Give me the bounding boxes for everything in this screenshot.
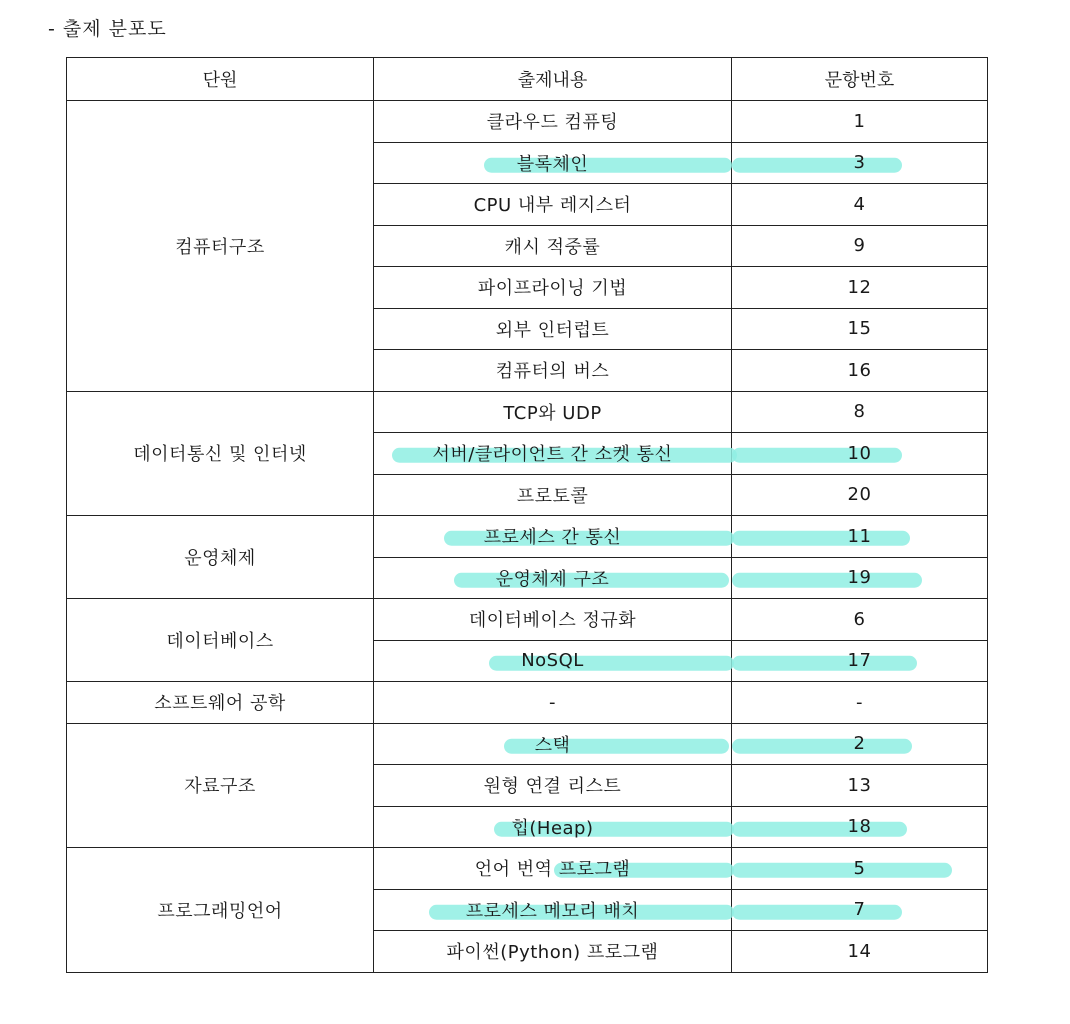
number-text: 19 <box>847 567 872 589</box>
content-text: CPU 내부 레지스터 <box>473 195 632 217</box>
header-number: 문항번호 <box>732 58 988 101</box>
number-cell <box>732 557 988 599</box>
content-cell <box>374 225 732 267</box>
number-text: 8 <box>853 401 866 423</box>
content-text: 프로세스 메모리 배치 <box>465 900 640 922</box>
content-text: 데이터베이스 정규화 <box>468 610 637 632</box>
number-text: 5 <box>853 857 866 879</box>
content-text: 스택 <box>534 734 571 756</box>
number-text: 6 <box>853 608 866 630</box>
content-cell <box>374 101 732 143</box>
content-text: 운영체제 구조 <box>495 568 610 590</box>
content-cell <box>374 765 732 807</box>
number-text: 12 <box>847 276 872 298</box>
table-header <box>67 58 988 101</box>
highlighter-mark <box>732 905 902 920</box>
number-text: 15 <box>847 318 872 340</box>
highlighter-mark <box>732 739 912 754</box>
content-text: 프로토콜 <box>516 485 589 507</box>
number-text: 18 <box>847 816 872 838</box>
content-cell <box>374 308 732 350</box>
content-cell <box>374 516 732 558</box>
content-cell <box>374 599 732 641</box>
number-cell <box>732 184 988 226</box>
number-cell <box>732 433 988 475</box>
content-text: 파이프라이닝 기법 <box>477 278 628 300</box>
number-text: 9 <box>853 235 866 257</box>
table-row <box>67 682 988 724</box>
header-content: 출제내용 <box>374 58 732 101</box>
unit-cell <box>67 682 374 724</box>
header-unit: 단원 <box>67 58 374 101</box>
number-text: 1 <box>853 110 866 132</box>
content-text: 외부 인터럽트 <box>495 319 610 341</box>
number-text: 11 <box>847 525 872 547</box>
content-text: 블록체인 <box>516 153 589 175</box>
table-row <box>67 101 988 143</box>
table-body <box>67 101 988 973</box>
unit-name: 운영체제 <box>184 548 256 569</box>
number-cell <box>732 640 988 682</box>
content-cell <box>374 433 732 475</box>
content-text: 서버/클라이언트 간 소켓 통신 <box>432 444 673 466</box>
content-text: NoSQL <box>521 650 584 672</box>
content-text: 언어 번역 프로그램 <box>474 859 631 881</box>
content-cell <box>374 184 732 226</box>
content-cell <box>374 848 732 890</box>
number-cell <box>732 889 988 931</box>
number-cell <box>732 682 988 724</box>
number-text: 3 <box>853 152 866 174</box>
table-row <box>67 391 988 433</box>
unit-name: 데이터통신 및 인터넷 <box>133 444 307 466</box>
unit-name: 컴퓨터구조 <box>175 236 265 258</box>
table-row <box>67 516 988 558</box>
content-text: TCP와 UDP <box>503 402 602 424</box>
number-text: 16 <box>847 359 872 381</box>
number-cell <box>732 931 988 973</box>
content-text: 프로세스 간 통신 <box>483 527 622 549</box>
unit-cell <box>67 723 374 848</box>
content-cell <box>374 640 732 682</box>
content-cell <box>374 391 732 433</box>
number-cell <box>732 350 988 392</box>
unit-cell <box>67 516 374 599</box>
table-row <box>67 848 988 890</box>
content-cell <box>374 682 732 724</box>
content-text: 클라우드 컴퓨팅 <box>486 112 619 134</box>
number-cell <box>732 225 988 267</box>
content-cell <box>374 806 732 848</box>
content-text: 파이썬(Python) 프로그램 <box>446 942 659 964</box>
header-row <box>67 58 988 101</box>
number-text: 7 <box>853 899 866 921</box>
number-text: 4 <box>853 193 866 215</box>
highlighter-mark <box>732 656 917 671</box>
number-text: 10 <box>847 442 872 464</box>
highlighter-mark <box>732 822 907 837</box>
unit-cell <box>67 848 374 973</box>
content-cell <box>374 723 732 765</box>
number-cell <box>732 848 988 890</box>
number-cell <box>732 267 988 309</box>
unit-cell <box>67 391 374 516</box>
content-cell <box>374 474 732 516</box>
number-cell <box>732 142 988 184</box>
content-cell <box>374 350 732 392</box>
content-text: 캐시 적중률 <box>504 236 601 258</box>
highlighter-mark <box>732 531 910 546</box>
content-cell <box>374 931 732 973</box>
number-cell <box>732 474 988 516</box>
content-cell <box>374 142 732 184</box>
content-text: - <box>549 691 556 713</box>
content-cell <box>374 557 732 599</box>
number-text: 13 <box>847 774 872 796</box>
section-heading: - 출제 분포도 <box>48 18 167 40</box>
number-cell <box>732 308 988 350</box>
exam-distribution-table <box>66 57 988 973</box>
number-text: 14 <box>847 940 872 962</box>
number-text: 2 <box>853 733 866 755</box>
highlighter-mark <box>732 448 902 463</box>
unit-name: 자료구조 <box>184 776 256 798</box>
content-text: 힙(Heap) <box>511 817 594 839</box>
highlighter-mark <box>732 573 922 588</box>
table-row <box>67 599 988 641</box>
unit-cell <box>67 101 374 392</box>
unit-name: 소프트웨어 공학 <box>154 693 286 715</box>
number-text: 20 <box>847 484 872 506</box>
number-cell <box>732 391 988 433</box>
number-cell <box>732 516 988 558</box>
number-cell <box>732 599 988 641</box>
number-text: - <box>856 691 863 713</box>
highlighter-mark <box>732 863 952 878</box>
number-cell <box>732 101 988 143</box>
content-cell <box>374 267 732 309</box>
content-text: 컴퓨터의 버스 <box>495 361 610 383</box>
number-cell <box>732 806 988 848</box>
unit-name: 데이터베이스 <box>166 631 274 652</box>
number-cell <box>732 765 988 807</box>
highlighter-mark <box>732 158 902 173</box>
table-row <box>67 723 988 765</box>
number-cell <box>732 723 988 765</box>
content-text: 원형 연결 리스트 <box>483 776 622 798</box>
number-text: 17 <box>847 650 872 672</box>
unit-name: 프로그래밍언어 <box>157 900 283 922</box>
content-cell <box>374 889 732 931</box>
unit-cell <box>67 599 374 682</box>
